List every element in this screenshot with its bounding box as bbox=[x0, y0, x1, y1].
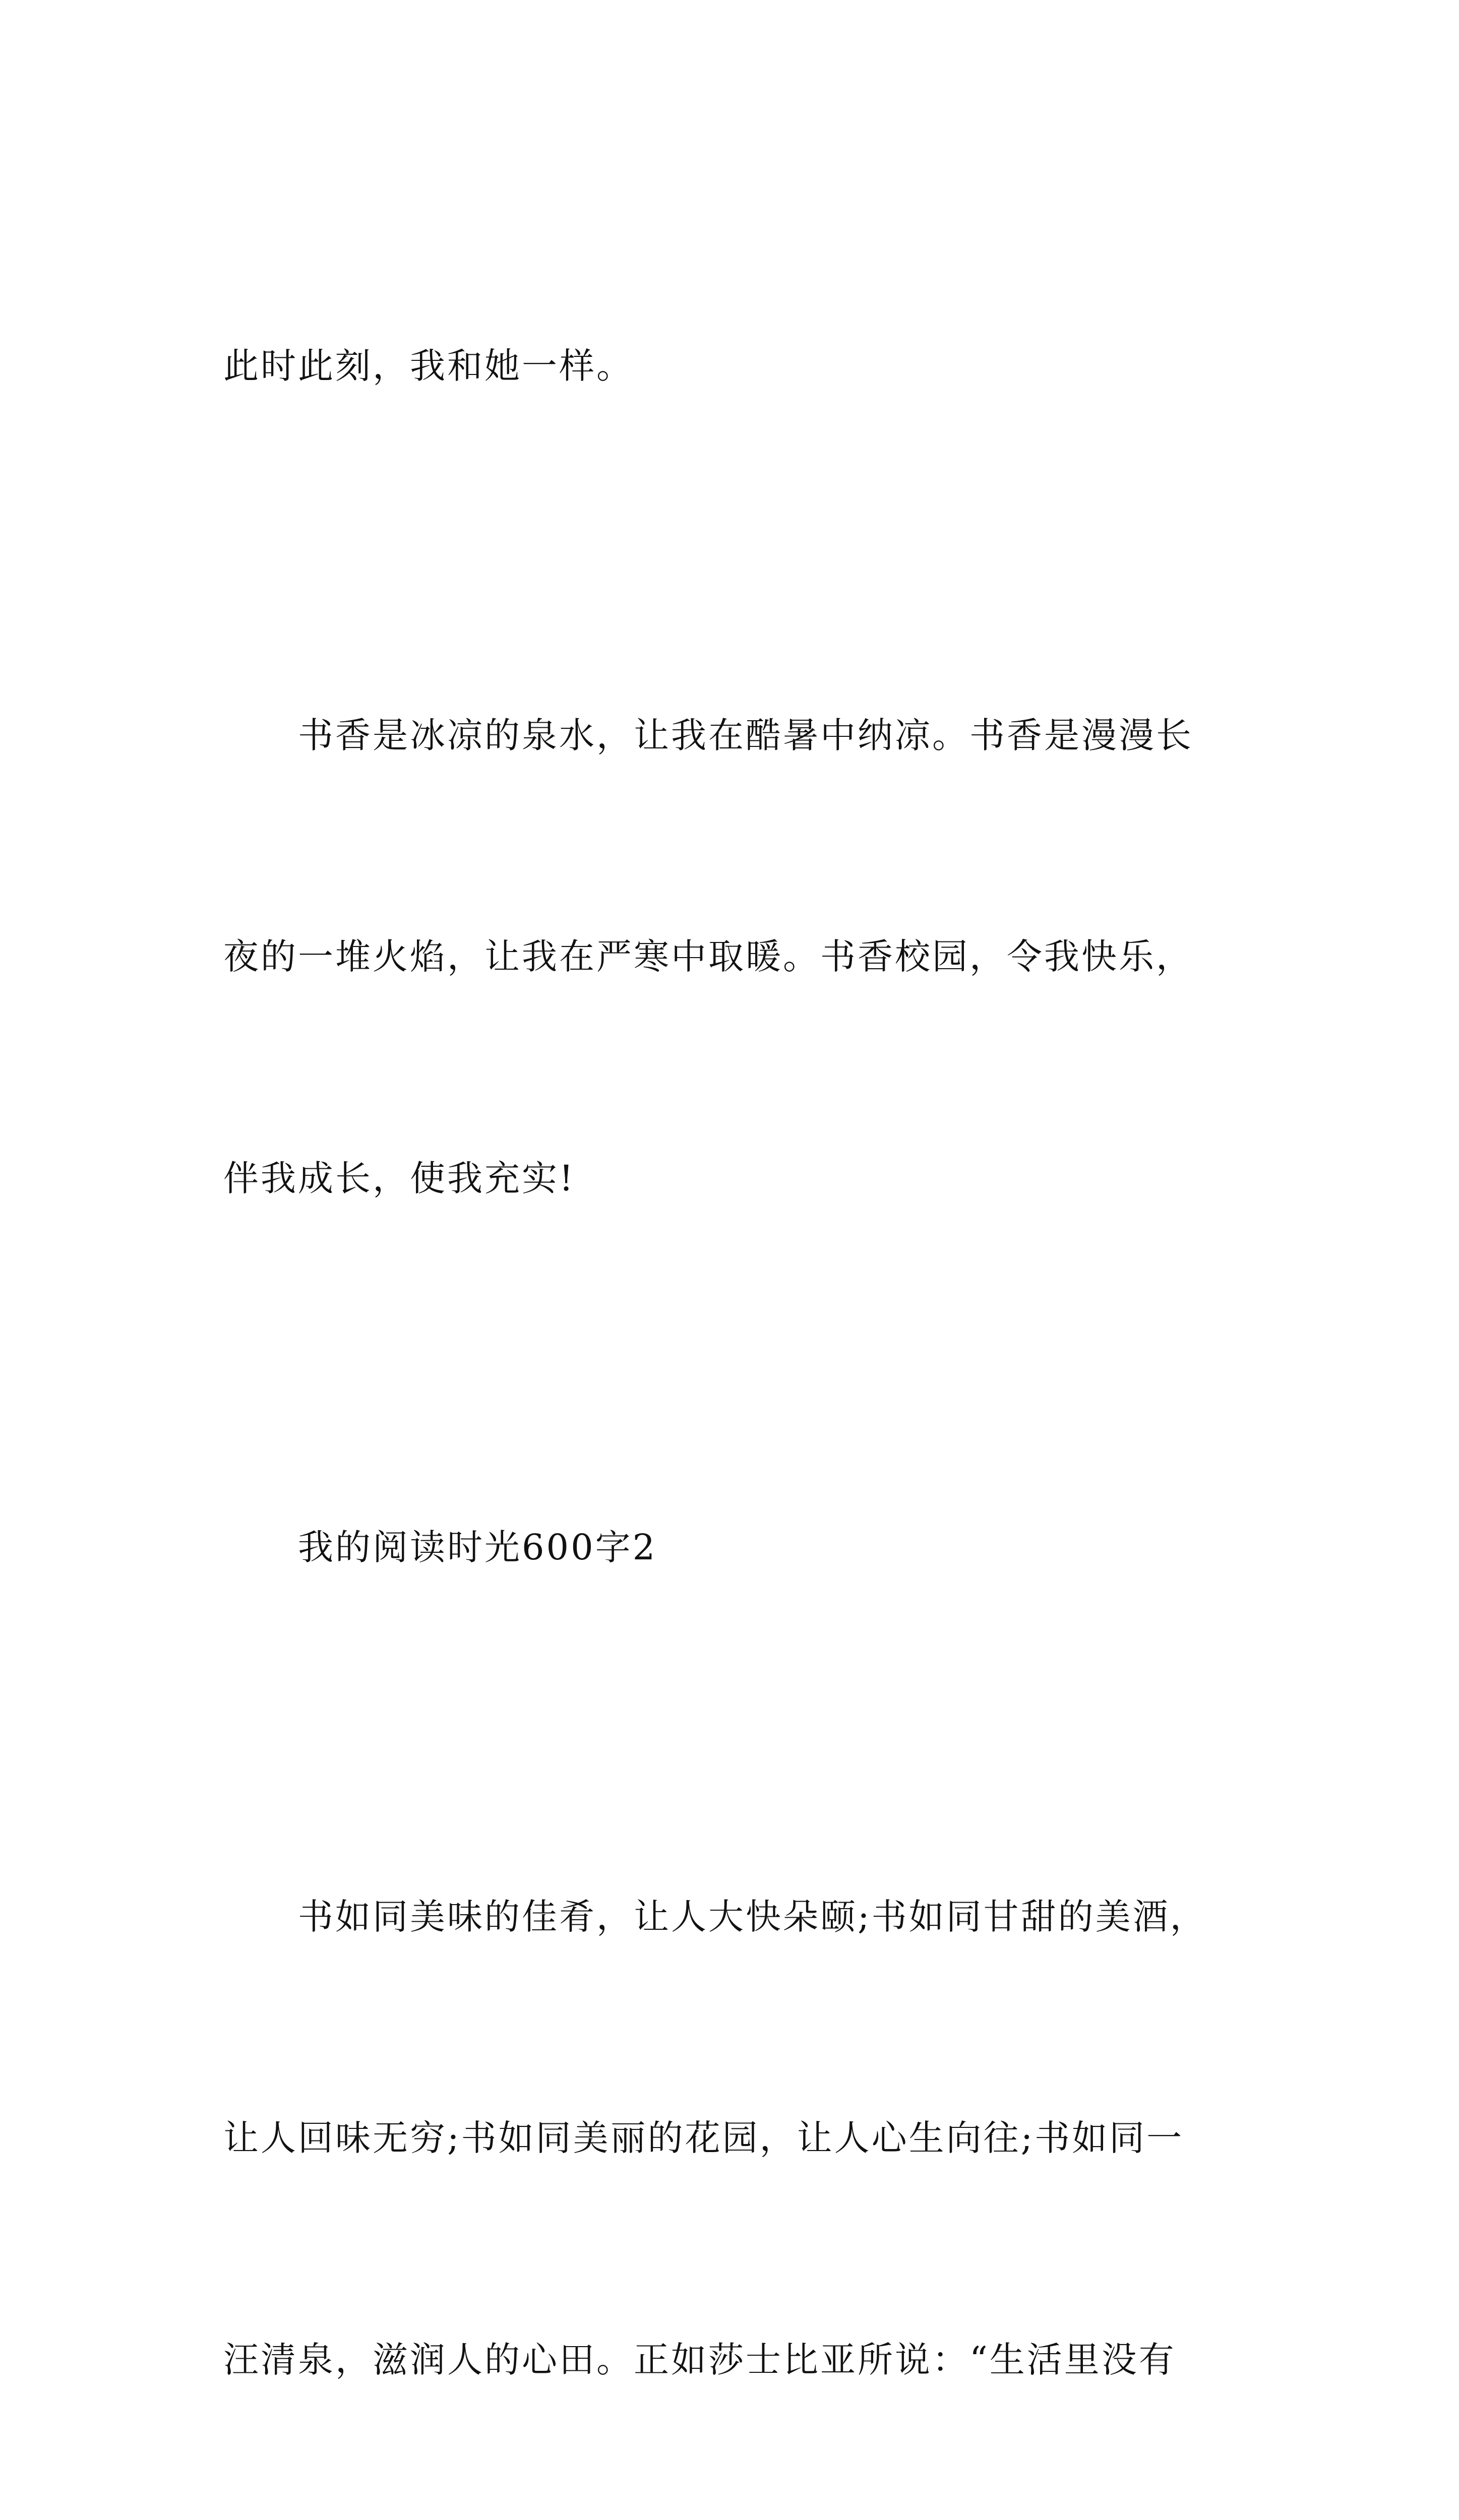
paragraph-4 bbox=[223, 1732, 1257, 2520]
text-line: 汪清泉，滋润人的心田。正如莎士比亚所说：“生活里没有 bbox=[223, 2323, 1257, 2397]
paragraph-2 bbox=[223, 551, 1257, 1363]
text-line: 书香是冰凉的泉水，让我在酷暑中纳凉。书香是漫漫长 bbox=[223, 699, 1257, 773]
text-line: 让人回味无穷;书如同美丽的花园，让人心生向往;书如同一 bbox=[223, 2101, 1257, 2175]
document-body bbox=[223, 181, 1257, 2520]
paragraph-1 bbox=[223, 181, 1257, 551]
text-line: 夜的一堆火焰，让我在严寒中取暖。书香校园，令我快乐， bbox=[223, 920, 1257, 994]
heading-text: 我的阅读时光600字2 bbox=[223, 1510, 1257, 1585]
text-line: 书如同美味的佳肴，让人大快朵颐;书如同甘甜的美酒， bbox=[223, 1880, 1257, 1954]
text-line: 此时此刻，我和她一样。 bbox=[223, 329, 1257, 403]
text-line: 伴我成长，使我充实! bbox=[223, 1142, 1257, 1216]
section-heading bbox=[223, 1363, 1257, 1732]
